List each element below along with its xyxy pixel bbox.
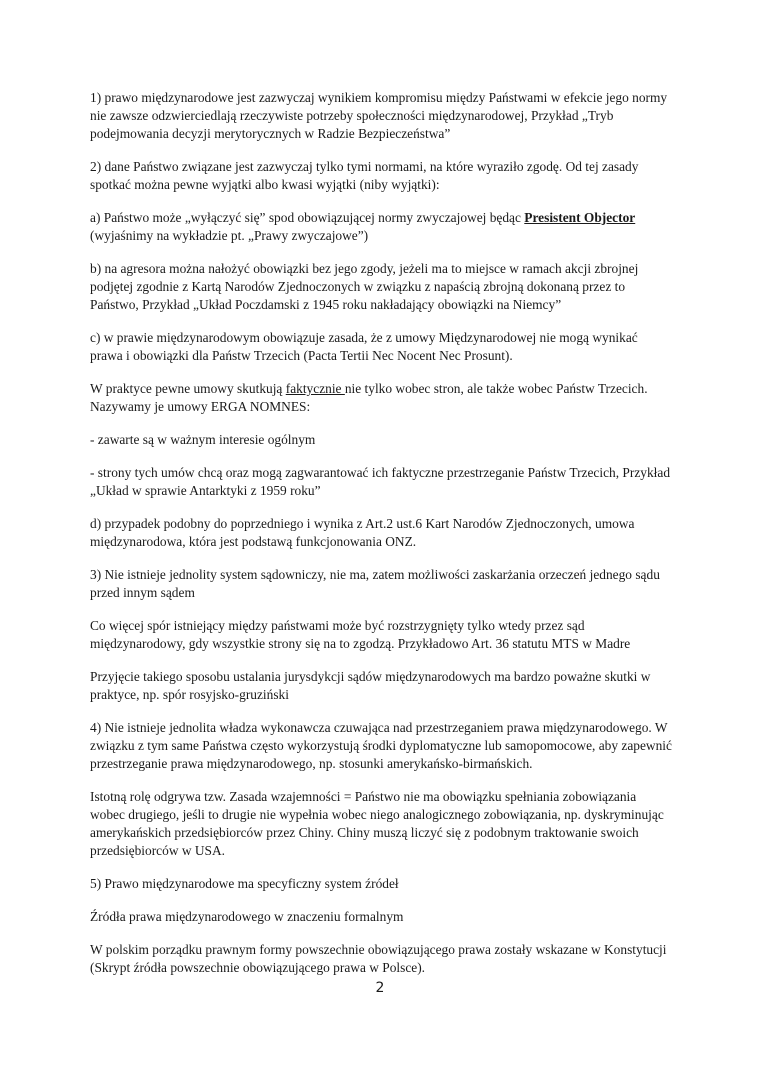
paragraph-3-tail: (wyjaśnimy na wykładzie pt. „Prawy zwyczajowe”) (90, 228, 369, 243)
paragraph-3-text: a) Państwo może „wyłączyć się” spod obowiązującej normy zwyczajowej będąc (90, 210, 525, 225)
document-body (90, 89, 672, 992)
paragraph-14: Istotną rolę odgrywa tzw. Zasada wzajemności = Państwo nie ma obowiązku spełniania zobowiązania wobec drugiego, jeśli to drugie nie wypełnia wobec niego analogicznego zobowiązania, np. dyskryminując amerykańskich przedsiębiorców przez Chiny. Chiny muszą liczyć się z podobnym traktowanie swoich przedsiębiorców w USA. (90, 789, 664, 858)
paragraph-3 (90, 209, 672, 245)
paragraph-9: d) przypadek podobny do poprzedniego i wynika z Art.2 ust.6 Kart Narodów Zjednoczonych, umowa międzynarodowa, która jest podstawą funkcjonowania ONZ. (90, 516, 635, 549)
paragraph-17: W polskim porządku prawnym formy powszechnie obowiązującego prawa zostały wskazane w Konstytucji (Skrypt źródła powszechnie obowiązującego prawa w Polsce). (90, 942, 667, 975)
paragraph-8: - strony tych umów chcą oraz mogą zagwarantować ich faktyczne przestrzeganie Państw Trzecich, Przykład „Układ w sprawie Antarktyki z 1959 roku” (90, 465, 671, 498)
paragraph-6-text: W praktyce pewne umowy skutkują (90, 381, 286, 396)
persistent-objector-term: Presistent Objector (524, 210, 636, 225)
paragraph-1: 1) prawo międzynarodowe jest zazwyczaj wynikiem kompromisu między Państwami w efekcie jego normy nie zawsze odzwierciedlają rzeczywiste potrzeby społeczności międzynarodowej, Przykład „Tryb podejmowania decyzji merytorycznych w Radzie Bezpieczeństwa” (90, 90, 668, 141)
page-number: 2 (375, 980, 385, 996)
paragraph-6-tail: nie tylko wobec stron, ale także wobec Państw Trzecich. Nazywamy je umowy ERGA NOMNES: (90, 381, 648, 414)
paragraph-11: Co więcej spór istniejący między państwami może być rozstrzygnięty tylko wtedy przez sąd międzynarodowy, gdy wszystkie strony się na to zgodzą. Przykładowo Art. 36 statutu MTS w Madre (90, 618, 631, 651)
paragraph-7: - zawarte są w ważnym interesie ogólnym (90, 432, 316, 447)
paragraph-2: 2) dane Państwo związane jest zazwyczaj tylko tymi normami, na które wyraziło zgodę. Od tej zasady spotkać można pewne wyjątki albo kwasi wyjątki (niby wyjątki): (90, 159, 639, 192)
paragraph-4: b) na agresora można nałożyć obowiązki bez jego zgody, jeżeli ma to miejsce w ramach akcji zbrojnej podjętej zgodnie z Kartą Narodów Zjednoczonych w związku z napaścią zbrojną dokonaną przez to Państwo, Przykład „Układ Poczdamski z 1945 roku nakładający obowiązki na Niemcy” (90, 261, 639, 312)
paragraph-15: 5) Prawo międzynarodowe ma specyficzny system źródeł (90, 876, 399, 891)
underlined-faktycznie: faktycznie (285, 381, 345, 396)
paragraph-12: Przyjęcie takiego sposobu ustalania jurysdykcji sądów międzynarodowych ma bardzo poważne skutki w praktyce, np. spór rosyjsko-gruziński (90, 669, 651, 702)
paragraph-5: c) w prawie międzynarodowym obowiązuje zasada, że z umowy Międzynarodowej nie mogą wynikać prawa i obowiązki dla Państw Trzecich (Pacta Tertii Nec Nocent Nec Prosunt). (90, 330, 638, 363)
paragraph-13: 4) Nie istnieje jednolita władza wykonawcza czuwająca nad przestrzeganiem prawa międzynarodowego. W związku z tym same Państwa często wykorzystują środki dyplomatyczne lub samopomocowe, aby zapewnić przestrzeganie prawa międzynarodowego, np. stosunki amerykańsko-birmańskich. (90, 720, 672, 771)
paragraph-6 (90, 380, 672, 416)
paragraph-10: 3) Nie istnieje jednolity system sądowniczy, nie ma, zatem możliwości zaskarżania orzeczeń jednego sądu przed innym sądem (90, 567, 660, 600)
paragraph-16: Źródła prawa międzynarodowego w znaczeniu formalnym (90, 909, 404, 924)
